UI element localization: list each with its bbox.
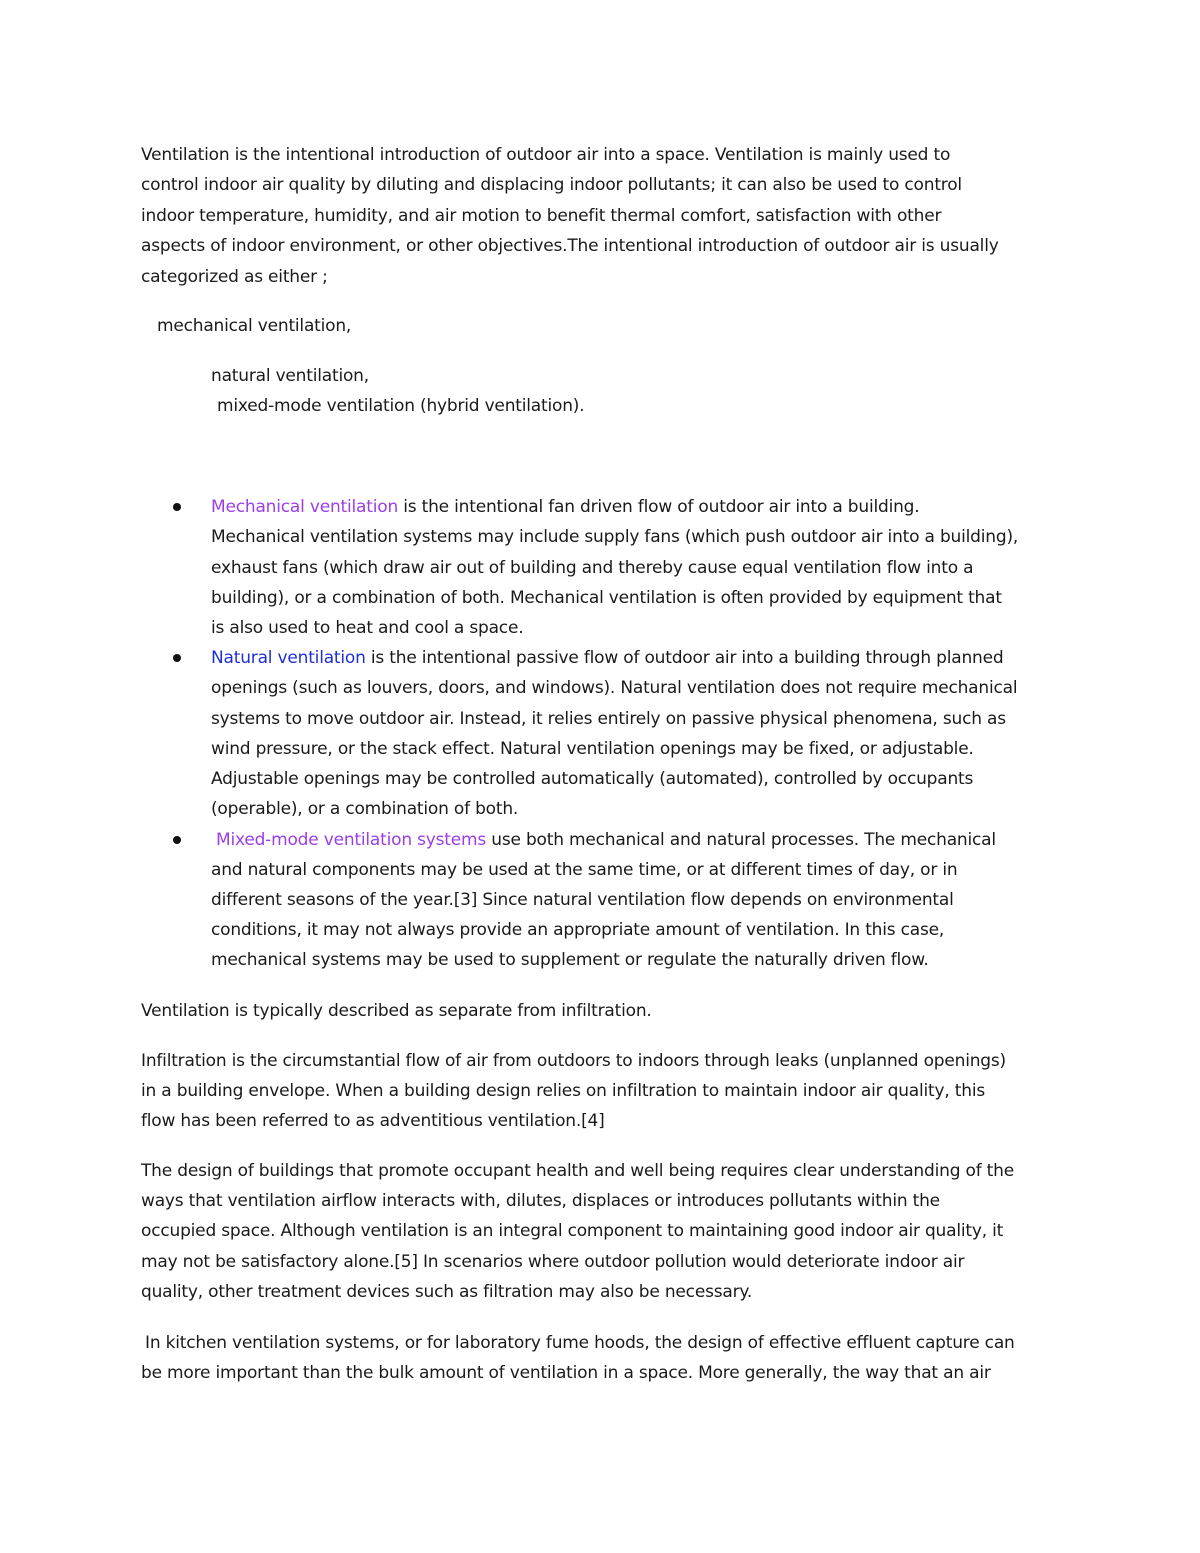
bullet-line: conditions, it may not always provide an appropriate amount of ventilation. In this case, [211,920,945,940]
bullet-line: building), or a combination of both. Mechanical ventilation is often provided by equipment that [211,588,1002,608]
intro-line: control indoor air quality by diluting and displacing indoor pollutants; it can also be used to control [141,175,962,195]
bullet-dot [173,654,181,662]
design-line: occupied space. Although ventilation is an integral component to maintaining good indoor air quality, it [141,1221,1004,1241]
category-natural: natural ventilation, [211,366,369,386]
mechanical-ventilation-link[interactable]: Mechanical ventilation [211,497,399,517]
bullet-line: mechanical systems may be used to supplement or regulate the naturally driven flow. [211,950,929,970]
bullet-text: is the intentional passive flow of outdoor air into a building through planned [365,648,1004,668]
kitchen-line: be more important than the bulk amount of ventilation in a space. More generally, the way that an air [141,1363,991,1383]
separate-paragraph: Ventilation is typically described as separate from infiltration. [141,1001,652,1021]
natural-ventilation-link[interactable]: Natural ventilation [211,648,366,668]
design-line: The design of buildings that promote occupant health and well being requires clear understanding of the [141,1161,1014,1181]
design-line: ways that ventilation airflow interacts with, dilutes, displaces or introduces pollutants within the [141,1191,940,1211]
bullet-dot [173,836,181,844]
intro-line: categorized as either ; [141,267,328,287]
bullet-line: exhaust fans (which draw air out of building and thereby cause equal ventilation flow into a [211,558,974,578]
bullet-line: Mechanical ventilation systems may include supply fans (which push outdoor air into a building), [211,527,1019,547]
infiltration-line: flow has been referred to as adventitious ventilation.[4] [141,1111,605,1131]
design-line: quality, other treatment devices such as filtration may also be necessary. [141,1282,753,1302]
bullet-line: (operable), or a combination of both. [211,799,519,819]
kitchen-line: In kitchen ventilation systems, or for laboratory fume hoods, the design of effective effluent capture can [145,1333,1015,1353]
design-line: may not be satisfactory alone.[5] In scenarios where outdoor pollution would deteriorate indoor air [141,1252,965,1272]
bullet-text: use both mechanical and natural processes. The mechanical [486,830,996,850]
category-mixed: mixed-mode ventilation (hybrid ventilation). [217,396,585,416]
bullet-dot [173,503,181,511]
intro-line: Ventilation is the intentional introduction of outdoor air into a space. Ventilation is mainly used to [141,145,951,165]
bullet-natural-first-line [211,646,1003,670]
intro-line: indoor temperature, humidity, and air motion to benefit thermal comfort, satisfaction with other [141,206,942,226]
bullet-line: systems to move outdoor air. Instead, it relies entirely on passive physical phenomena, such as [211,709,1006,729]
intro-line: aspects of indoor environment, or other objectives.The intentional introduction of outdoor air is usually [141,236,999,256]
bullet-line: Adjustable openings may be controlled automatically (automated), controlled by occupants [211,769,974,789]
bullet-line: different seasons of the year.[3] Since natural ventilation flow depends on environmental [211,890,954,910]
bullet-mixed-first-line [216,828,996,852]
category-mechanical: mechanical ventilation, [157,316,352,336]
bullet-line: openings (such as louvers, doors, and windows). Natural ventilation does not require mechanical [211,678,1018,698]
bullet-line: and natural components may be used at the same time, or at different times of day, or in [211,860,958,880]
bullet-line: wind pressure, or the stack effect. Natural ventilation openings may be fixed, or adjustable. [211,739,974,759]
infiltration-line: Infiltration is the circumstantial flow of air from outdoors to indoors through leaks (unplanned openings) [141,1051,1006,1071]
bullet-text: is the intentional fan driven flow of outdoor air into a building. [398,497,920,517]
infiltration-line: in a building envelope. When a building design relies on infiltration to maintain indoor air quality, this [141,1081,986,1101]
mixed-mode-ventilation-link[interactable]: Mixed-mode ventilation systems [216,830,487,850]
bullet-mechanical-first-line [211,495,919,519]
bullet-line: is also used to heat and cool a space. [211,618,524,638]
